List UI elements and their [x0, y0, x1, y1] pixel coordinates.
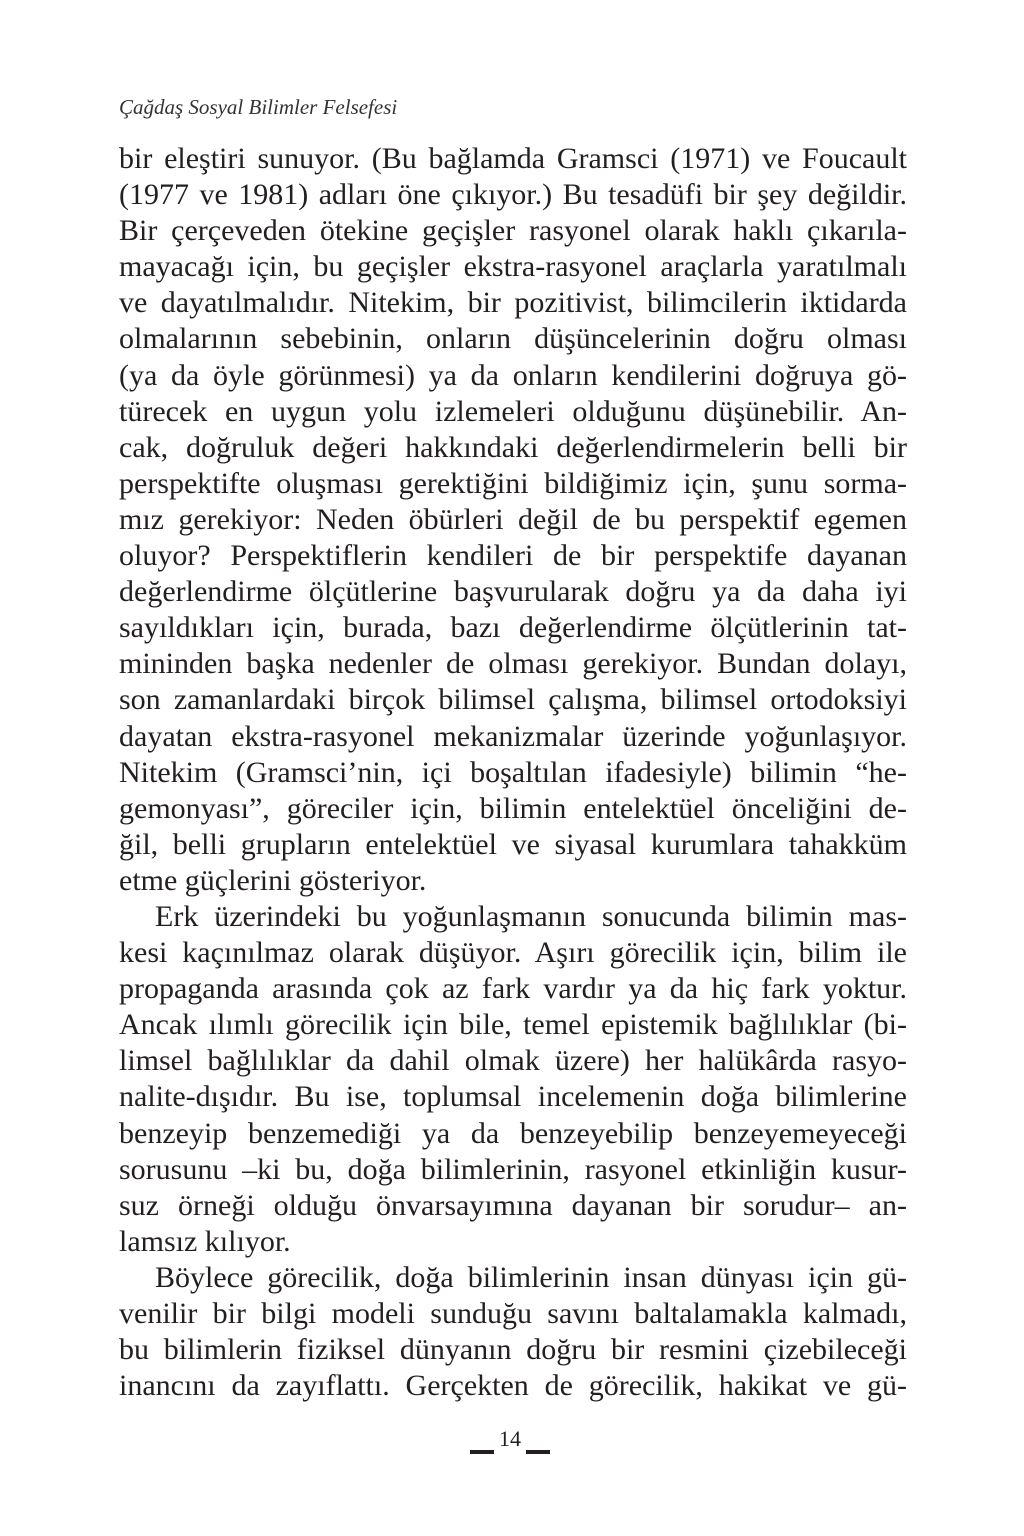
- body-text: [119, 141, 907, 1404]
- text-line: son zamanlardaki birçok bilimsel çalışma, bilimsel ortodoksiyi: [119, 683, 907, 717]
- text-line: Nitekim (Gramsci’nin, içi boşaltılan ifadesiyle) bilimin “he-: [119, 755, 907, 789]
- text-line: oluyor? Perspektiflerin kendileri de bir perspektife dayanan: [119, 539, 907, 573]
- text-line: mayacağı için, bu geçişler ekstra-rasyonel araçlarla yaratılmalı: [119, 250, 907, 284]
- paragraph-2: [119, 899, 907, 1260]
- text-line: (1977 ve 1981) adları öne çıkıyor.) Bu tesadüfi bir şey değildir.: [119, 178, 907, 212]
- text-line: (ya da öyle görünmesi) ya da onların kendilerini doğruya gö-: [119, 358, 907, 392]
- text-line: nalite-dışıdır. Bu ise, toplumsal incelemenin doğa bilimlerine: [119, 1080, 907, 1114]
- folio-rule-left: [470, 1450, 494, 1454]
- paragraph-3: [119, 1260, 907, 1404]
- text-line: gemonyası”, göreciler için, bilimin entelektüel önceliğini de-: [119, 791, 907, 825]
- text-line: Böylece görecilik, doğa bilimlerinin insan dünyası için gü-: [155, 1260, 907, 1294]
- text-line: bir eleştiri sunuyor. (Bu bağlamda Gramsci (1971) ve Foucault: [119, 142, 907, 175]
- text-line: limsel bağlılıklar da dahil olmak üzere) her halükârda rasyo-: [119, 1044, 907, 1078]
- text-line: venilir bir bilgi modeli sunduğu savını baltalamakla kalmadı,: [119, 1297, 907, 1330]
- text-line: etme güçlerini gösteriyor.: [119, 863, 427, 897]
- text-line: değerlendirme ölçütlerine başvurularak doğru ya da daha iyi: [119, 575, 907, 609]
- paragraph-1: [119, 141, 907, 899]
- text-line: ve dayatılmalıdır. Nitekim, bir pozitivist, bilimcilerin iktidarda: [119, 286, 907, 320]
- page-footer: [470, 1426, 550, 1456]
- running-title: Çağdaş Sosyal Bilimler Felsefesi: [119, 95, 398, 119]
- text-line: mininden başka nedenler de olması gerekiyor. Bundan dolayı,: [119, 647, 907, 681]
- text-line: sayıldıkları için, burada, bazı değerlendirme ölçütlerinin tat-: [119, 611, 907, 645]
- text-line: olmalarının sebebinin, onların düşüncelerinin doğru olması: [119, 322, 907, 356]
- text-line: benzeyip benzemediği ya da benzeyebilip benzeyemeyeceği: [119, 1116, 907, 1150]
- text-line: ğil, belli grupların entelektüel ve siyasal kurumlara tahakküm: [119, 827, 907, 861]
- text-line: türecek en uygun yolu izlemeleri olduğunu düşünebilir. An-: [119, 394, 907, 428]
- text-line: suz örneği olduğu önvarsayımına dayanan bir sorudur– an-: [119, 1188, 907, 1222]
- text-line: dayatan ekstra-rasyonel mekanizmalar üzerinde yoğunlaşıyor.: [119, 719, 907, 753]
- text-line: perspektifte oluşması gerektiğini bildiğimiz için, şunu sorma-: [119, 466, 907, 500]
- text-line: sorusunu –ki bu, doğa bilimlerinin, rasyonel etkinliğin kusur-: [119, 1152, 907, 1186]
- folio-rule-right: [526, 1450, 550, 1454]
- text-line: Erk üzerindeki bu yoğunlaşmanın sonucunda bilimin mas-: [155, 899, 907, 933]
- text-line: inancını da zayıflattı. Gerçekten de görecilik, hakikat ve gü-: [119, 1369, 907, 1403]
- text-line: Bir çerçeveden ötekine geçişler rasyonel olarak haklı çıkarıla-: [119, 214, 907, 248]
- text-line: propaganda arasında çok az fark vardır ya da hiç fark yoktur.: [119, 972, 907, 1006]
- text-line: kesi kaçınılmaz olarak düşüyor. Aşırı görecilik için, bilim ile: [119, 936, 907, 970]
- text-line: cak, doğruluk değeri hakkındaki değerlendirmelerin belli bir: [119, 430, 907, 464]
- text-line: bu bilimlerin fiziksel dünyanın doğru bir resmini çizebileceği: [119, 1333, 907, 1367]
- text-line: mız gerekiyor: Neden öbürleri değil de bu perspektif egemen: [119, 502, 907, 536]
- page-number: 14: [499, 1426, 521, 1451]
- text-line: lamsız kılıyor.: [119, 1224, 291, 1258]
- text-line: Ancak ılımlı görecilik için bile, temel epistemik bağlılıklar (bi-: [119, 1008, 907, 1042]
